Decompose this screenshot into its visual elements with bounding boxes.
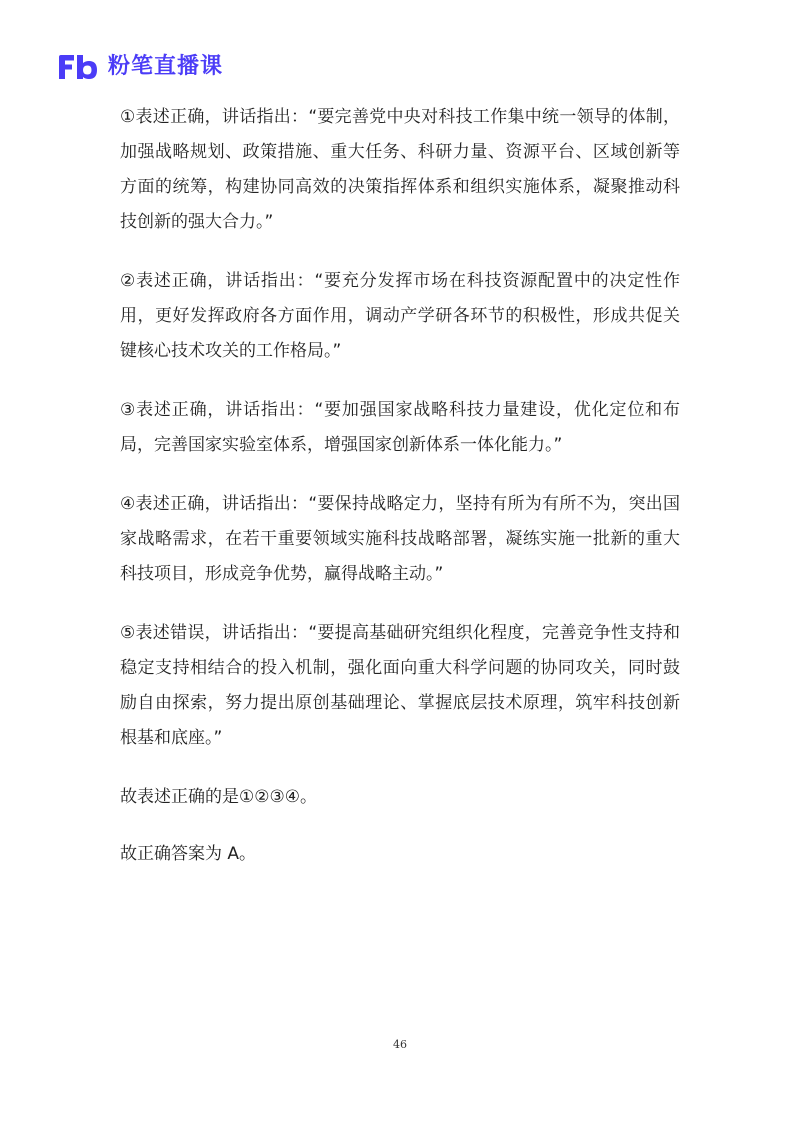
analysis-paragraph-5: ⑤表述错误，讲话指出：“要提高基础研究组织化程度，完善竞争性支持和稳定支持相结合的投入机制，强化面向重大科学问题的协同攻关，同时鼓励自由探索，努力提出原创基础理论、掌握底层技术原理，筑牢科技创新根基和底座。” [120, 623, 680, 748]
page-header [56, 50, 223, 84]
answer-paragraph: 故正确答案为 A。 [120, 844, 257, 864]
analysis-paragraph-1: ①表述正确，讲话指出：“要完善党中央对科技工作集中统一领导的体制，加强战略规划、政策措施、重大任务、科研力量、资源平台、区域创新等方面的统筹，构建协同高效的决策指挥体系和组织实施体系，凝聚推动科技创新的强大合力。” [120, 107, 680, 232]
brand-name: 粉笔直播课 [108, 54, 224, 79]
conclusion-paragraph: 故表述正确的是①②③④。 [120, 787, 317, 807]
analysis-paragraph-2: ②表述正确，讲话指出：“要充分发挥市场在科技资源配置中的决定性作用，更好发挥政府各方面作用，调动产学研各环节的积极性，形成共促关键核心技术攻关的工作格局。” [120, 271, 680, 361]
article-body [120, 100, 680, 894]
analysis-paragraph-3: ③表述正确，讲话指出：“要加强国家战略科技力量建设，优化定位和布局，完善国家实验室体系，增强国家创新体系一体化能力。” [120, 400, 680, 455]
analysis-paragraph-4: ④表述正确，讲话指出：“要保持战略定力，坚持有所为有所不为，突出国家战略需求，在若干重要领域实施科技战略部署，凝练实施一批新的重大科技项目，形成竞争优势，赢得战略主动。” [120, 494, 680, 584]
fenbi-logo-icon [56, 52, 100, 82]
page-number: 46 [393, 1038, 407, 1051]
fenbi-logo-svg [56, 52, 100, 82]
